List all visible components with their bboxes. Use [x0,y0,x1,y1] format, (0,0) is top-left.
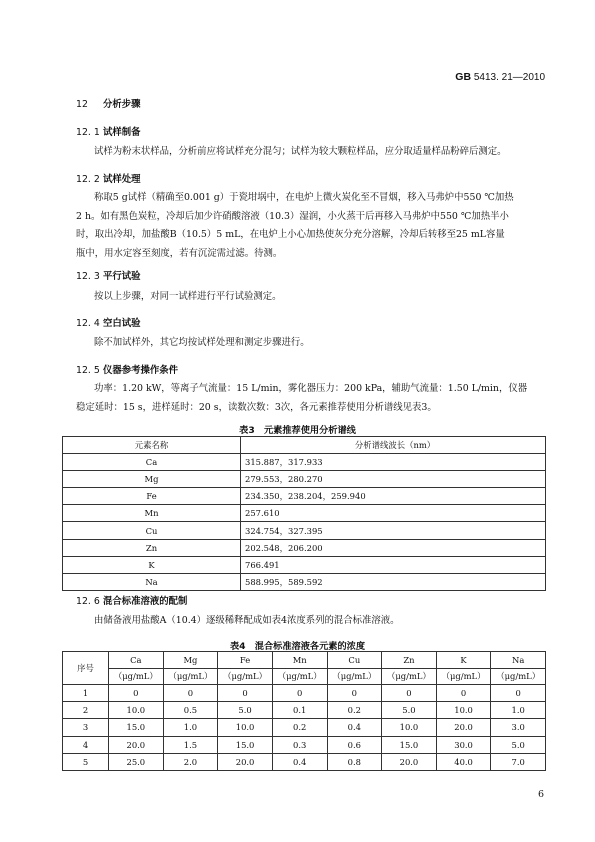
concentration-cell: 0.4 [272,753,327,770]
column-header-unit: （μg/mL） [382,668,437,685]
section-12-2-body [76,189,551,263]
element-name-cell: Mn [63,505,241,522]
table-header-row [63,652,546,669]
paragraph-line: 称取5 g试样（精确至0.001 g）于瓷坩埚中，在电炉上微火炭化至不冒烟，移入马弗炉中550 ℃加热 [94,192,514,203]
column-header-unit: （μg/mL） [163,668,218,685]
concentration-cell: 10.0 [382,719,437,736]
column-header-unit: （μg/mL） [436,668,491,685]
wavelength-cell: 257.610 [241,505,546,522]
column-header-element: Mg [163,652,218,669]
concentration-cell: 0.2 [272,719,327,736]
section-number: 12. 6 [76,596,100,607]
wavelength-cell: 588.995，589.592 [241,573,546,590]
concentration-cell: 5.0 [382,702,437,719]
concentration-cell: 1.0 [491,702,546,719]
row-number-cell: 5 [63,753,109,770]
section-number: 12. 5 [76,365,100,376]
section-12-4-heading [76,315,141,329]
column-header-element: Zn [382,652,437,669]
section-title: 空白试验 [103,318,141,329]
wavelength-cell: 234.350，238.204，259.940 [241,488,546,505]
paragraph-text: 试样为粉末状样品，分析前应将试样充分混匀；试样为较大颗粒样品，应分取适量样品粉碎后测定。 [94,146,507,157]
column-header-unit: （μg/mL） [109,668,164,685]
paragraph-text: 由储备液用盐酸A（10.4）逐级稀释配成如表4浓度系列的混合标准溶液。 [94,615,400,626]
section-12-5-heading [76,362,178,376]
element-name-cell: Cu [63,522,241,539]
table-row [63,685,546,702]
table-row [63,522,546,539]
row-number-cell: 1 [63,685,109,702]
row-number-cell: 4 [63,736,109,753]
section-title: 试样处理 [103,174,141,185]
column-header-unit: （μg/mL） [327,668,382,685]
section-number: 12. 1 [76,127,100,138]
wavelength-cell: 202.548，206.200 [241,539,546,556]
section-title: 分析步骤 [103,99,141,110]
concentration-cell: 10.0 [109,702,164,719]
concentration-cell: 1.0 [163,719,218,736]
concentration-cell: 0 [163,685,218,702]
concentration-cell: 10.0 [436,702,491,719]
element-name-cell: K [63,556,241,573]
concentration-cell: 0.1 [272,702,327,719]
concentration-cell: 0 [436,685,491,702]
concentration-cell: 0.5 [163,702,218,719]
element-name-cell: Zn [63,539,241,556]
section-12-1-body [76,143,551,162]
element-name-cell: Fe [63,488,241,505]
concentration-cell: 0 [272,685,327,702]
table-4-caption: 表4 混合标准溶液各元素的浓度 [229,641,366,652]
paragraph-text: 除不加试样外，其它均按试样处理和测定步骤进行。 [94,337,310,348]
concentration-cell: 10.0 [218,719,273,736]
section-number: 12 [76,99,88,110]
concentration-cell: 40.0 [436,753,491,770]
concentration-cell: 5.0 [491,736,546,753]
section-number: 12. 3 [76,271,100,282]
wavelength-cell: 315.887，317.933 [241,454,546,471]
concentration-cell: 20.0 [109,736,164,753]
section-12-2-heading [76,171,141,185]
paragraph-line: 时，取出冷却，加盐酸B（10.5）5 mL，在电炉上小心加热使灰分充分溶解，冷却后转移至25 mL容量 [76,229,505,240]
element-name-cell: Mg [63,471,241,488]
concentration-cell: 0 [218,685,273,702]
table-row [63,454,546,471]
concentration-cell: 0.2 [327,702,382,719]
section-12-6-heading [76,593,187,607]
concentration-cell: 0 [109,685,164,702]
paragraph-line: 稳定延时：15 s，进样延时：20 s，读数次数：3次，各元素推荐使用分析谱线见表3。 [76,401,437,413]
paragraph-line: 功率：1.20 kW，等离子气流量：15 L/min，雾化器压力：200 kPa，辅助气流量：1.50 L/min，仪器 [94,383,528,394]
table-header-unit-row [63,668,546,685]
concentration-cell: 20.0 [218,753,273,770]
section-number: 12. 4 [76,318,100,329]
table-row [63,556,546,573]
section-title: 混合标准溶液的配制 [103,596,188,607]
section-12-1-heading [76,124,141,138]
concentration-cell: 0.6 [327,736,382,753]
column-header: 分析谱线波长（nm） [241,437,546,454]
concentration-cell: 15.0 [218,736,273,753]
section-12-6-body [76,612,551,631]
concentration-cell: 20.0 [382,753,437,770]
column-header-element: Cu [327,652,382,669]
concentration-cell: 0 [327,685,382,702]
column-header-element: Mn [272,652,327,669]
table-header-row [63,437,546,454]
table-3-caption: 表3 元素推荐使用分析谱线 [239,425,356,436]
paragraph-text: 按以上步骤，对同一试样进行平行试验测定。 [94,291,282,302]
column-header-element: Na [491,652,546,669]
table-row [63,736,546,753]
table-row [63,702,546,719]
column-header-element: Fe [218,652,273,669]
column-header: 元素名称 [63,437,241,454]
wavelength-cell: 766.491 [241,556,546,573]
concentration-cell: 15.0 [109,719,164,736]
table-row [63,539,546,556]
section-number: 12. 2 [76,174,100,185]
table-row [63,471,546,488]
section-12-5-body [76,380,551,417]
concentration-cell: 5.0 [218,702,273,719]
standard-code: 5413. 21—2010 [473,72,545,83]
row-number-cell: 2 [63,702,109,719]
standard-prefix: GB [455,71,472,83]
paragraph-line: 2 h。如有黑色炭粒，冷却后加少许硝酸溶液（10.3）湿润，小火蒸干后再移入马弗炉中550 ℃加热半小 [76,210,509,222]
section-12-3-heading [76,268,141,282]
table-row [63,505,546,522]
column-header-element: Ca [109,652,164,669]
section-title: 试样制备 [103,127,141,138]
concentration-cell: 0.8 [327,753,382,770]
element-name-cell: Na [63,573,241,590]
column-header-element: K [436,652,491,669]
table-row [63,753,546,770]
section-title: 平行试验 [103,271,141,282]
column-header-unit: （μg/mL） [272,668,327,685]
table-4 [62,651,546,771]
column-header-seq: 序号 [63,652,109,685]
concentration-cell: 0.3 [272,736,327,753]
section-12-3-body [76,288,551,307]
concentration-cell: 30.0 [436,736,491,753]
column-header-unit: （μg/mL） [218,668,273,685]
section-12-4-body [76,334,551,353]
standard-number [455,71,545,83]
concentration-cell: 0 [382,685,437,702]
concentration-cell: 0.4 [327,719,382,736]
section-title: 仪器参考操作条件 [103,365,179,376]
page-number: 6 [537,789,544,800]
column-header-unit: （μg/mL） [491,668,546,685]
row-number-cell: 3 [63,719,109,736]
concentration-cell: 1.5 [163,736,218,753]
table-row [63,719,546,736]
table-row [63,573,546,590]
element-name-cell: Ca [63,454,241,471]
table-3 [62,436,546,591]
concentration-cell: 7.0 [491,753,546,770]
concentration-cell: 2.0 [163,753,218,770]
table-row [63,488,546,505]
section-12-heading [76,96,141,110]
concentration-cell: 20.0 [436,719,491,736]
concentration-cell: 25.0 [109,753,164,770]
paragraph-line: 瓶中，用水定容至刻度，若有沉淀需过滤。待测。 [76,247,283,259]
wavelength-cell: 324.754，327.395 [241,522,546,539]
concentration-cell: 15.0 [382,736,437,753]
concentration-cell: 3.0 [491,719,546,736]
wavelength-cell: 279.553，280.270 [241,471,546,488]
concentration-cell: 0 [491,685,546,702]
